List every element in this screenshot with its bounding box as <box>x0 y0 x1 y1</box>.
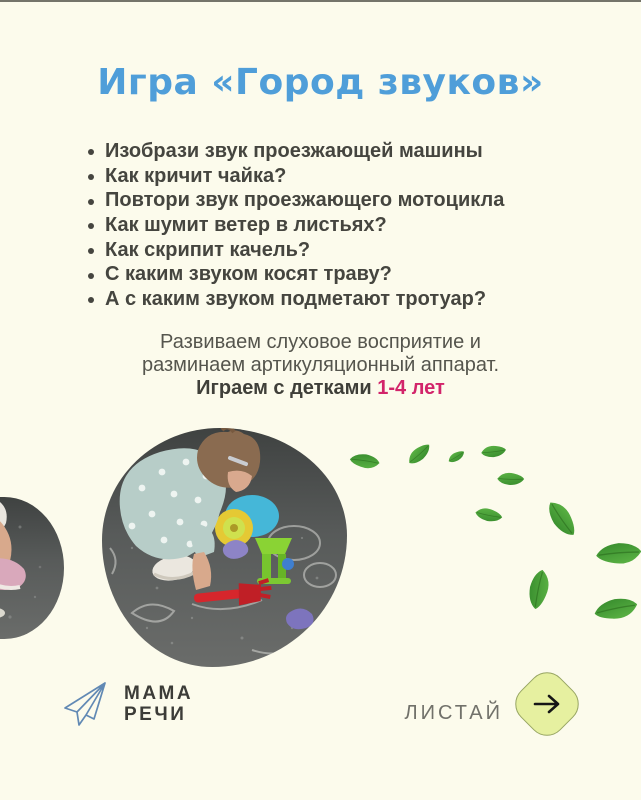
age-line-prefix: Играем с детками <box>196 377 378 400</box>
brand-name-line1: МАМА <box>124 683 194 704</box>
list-item-text: Как шумит ветер в листьях? <box>105 214 387 237</box>
leaf-icon <box>594 535 641 569</box>
brand-name-line2: РЕЧИ <box>124 704 187 725</box>
bullet-dot <box>88 149 94 155</box>
bullet-dot <box>88 199 94 205</box>
arrow-right-icon <box>532 693 562 715</box>
next-slide-button[interactable] <box>507 664 586 743</box>
list-item-text: Повтори звук проезжающего мотоцикла <box>105 189 505 212</box>
list-item <box>88 239 598 264</box>
bullet-dot <box>88 174 94 180</box>
bullet-dot <box>88 223 94 229</box>
brand-name <box>124 683 193 725</box>
photo-child-playing <box>102 428 347 667</box>
bullet-dot <box>88 248 94 254</box>
leaf-icon <box>404 442 435 467</box>
leaf-icon <box>495 468 525 491</box>
list-item <box>88 165 598 190</box>
list-item <box>88 214 598 239</box>
swipe-label: ЛИСТАЙ <box>404 701 503 724</box>
page-title: Игра «Город звуков» <box>97 62 544 103</box>
photo-left-illustration <box>0 497 64 639</box>
age-highlight: 1-4 лет <box>377 377 445 400</box>
description-line: разминаем артикуляционный аппарат. <box>141 354 500 377</box>
list-item <box>88 288 598 313</box>
list-item <box>88 140 598 165</box>
game-task-list <box>88 140 598 313</box>
age-line <box>0 377 641 400</box>
window-top-edge <box>0 0 641 2</box>
leaf-icon <box>480 443 507 461</box>
bullet-dot <box>88 297 94 303</box>
description-block <box>0 331 641 401</box>
leaf-icon <box>445 449 468 464</box>
list-item <box>88 189 598 214</box>
swipe-cue <box>404 676 575 732</box>
list-item-text: А с каким звуком подметают тротуар? <box>105 288 487 311</box>
list-item <box>88 263 598 288</box>
leaf-icon <box>472 502 505 529</box>
leaf-icon <box>544 496 578 543</box>
photo-left-partial <box>0 497 64 639</box>
leaf-icon <box>348 446 382 474</box>
list-item-text: Изобрази звук проезжающей машины <box>105 140 483 162</box>
leaf-icon <box>519 566 557 612</box>
leaf-icon <box>593 594 639 622</box>
description-line: Развиваем слуховое восприятие и <box>160 331 481 353</box>
paper-plane-icon <box>62 680 108 728</box>
list-item-text: С каким звуком косят траву? <box>105 263 392 286</box>
list-item-text: Как скрипит качель? <box>105 238 311 261</box>
photo-illustration <box>102 428 347 667</box>
list-item-text: Как кричит чайка? <box>105 164 287 187</box>
brand-logo <box>62 680 193 728</box>
bullet-dot <box>88 273 94 279</box>
